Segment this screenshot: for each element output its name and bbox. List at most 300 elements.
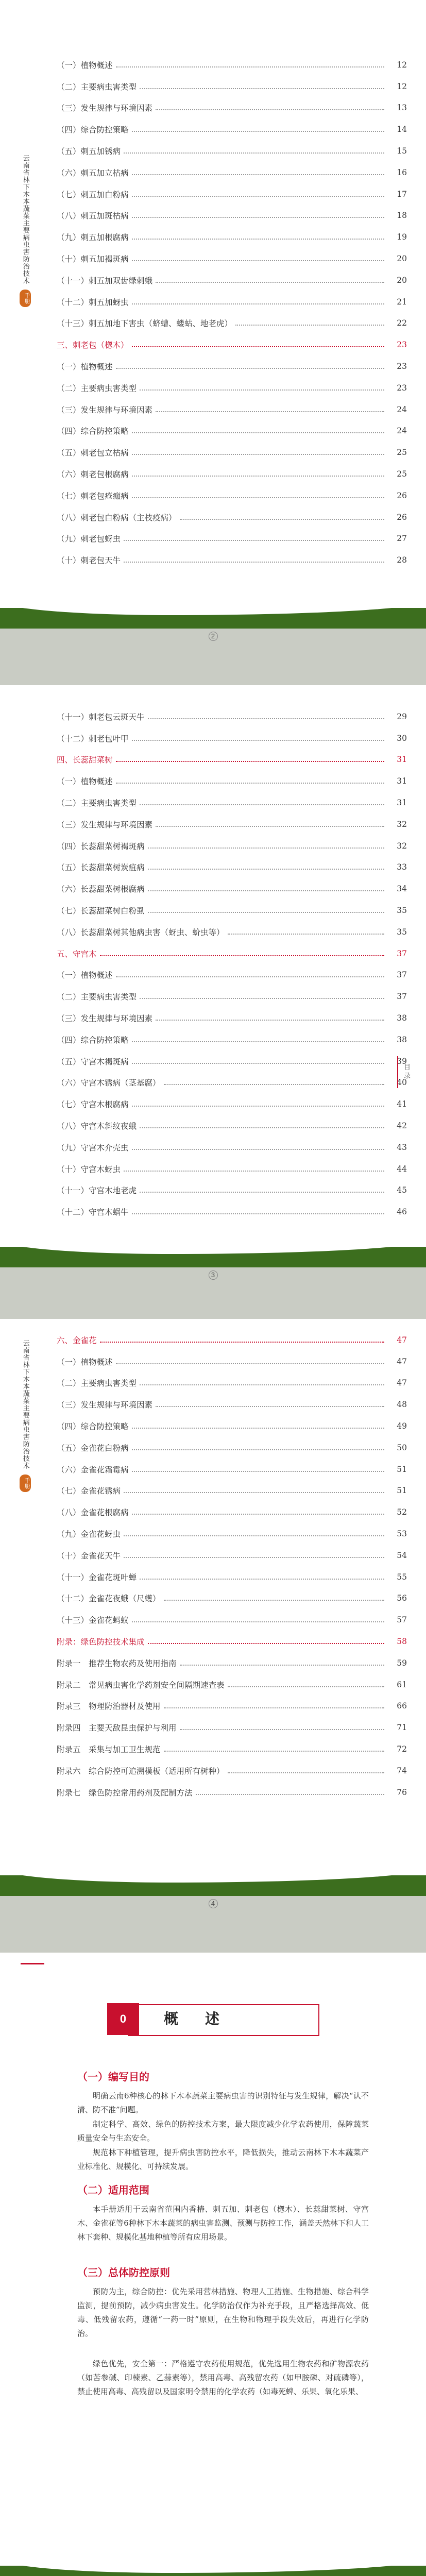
toc-leader-dots: [124, 1492, 384, 1493]
toc-entry-page: 34: [397, 884, 407, 894]
toc-entry-title: 附录二 常见病虫害化学药剂安全间隔期速查表: [57, 1680, 225, 1690]
section-heading: （一）编写目的: [77, 2071, 149, 2083]
section-heading: （二）适用范围: [77, 2184, 149, 2196]
toc-entry-page: 31: [397, 776, 407, 786]
toc-entry-page: 61: [397, 1680, 407, 1689]
toc-leader-dots: [132, 740, 384, 741]
right-tab: [397, 1056, 415, 1088]
toc-entry[interactable]: [57, 162, 407, 183]
toc-leader-dots: [156, 411, 384, 412]
toc-entry-page: 14: [397, 125, 407, 134]
toc-entry[interactable]: [57, 1782, 407, 1803]
toc-entry-page: 24: [397, 426, 407, 436]
toc-leader-dots: [132, 239, 384, 240]
toc-entry-title: （七）刺老包疮痂病: [57, 491, 129, 501]
toc-entry-page: 47: [397, 1335, 407, 1345]
toc-entry[interactable]: [57, 1631, 407, 1652]
toc-leader-dots: [140, 1192, 384, 1193]
toc-entry-title: （八）刺老包白粉病（主枝疫病）: [57, 513, 177, 522]
toc-entry[interactable]: [57, 269, 407, 291]
toc-entry[interactable]: [57, 54, 407, 76]
toc-entry-page: 16: [397, 167, 407, 177]
toc-entry-title: 五、守宫木: [57, 949, 97, 959]
toc-entry[interactable]: [57, 1588, 407, 1609]
toc-entry[interactable]: [57, 1760, 407, 1782]
toc-leader-dots: [132, 1449, 384, 1450]
toc-entry-title: （二）主要病虫害类型: [57, 383, 137, 393]
toc-entry-title: （一）植物概述: [57, 60, 113, 70]
toc-entry-page: 26: [397, 512, 407, 522]
toc-entry-page: 35: [397, 906, 407, 916]
toc-entry-title: （六）金雀花霜霉病: [57, 1465, 129, 1475]
toc-entry-page: 24: [397, 404, 407, 414]
toc-list-3: [57, 1329, 407, 1803]
toc-entry-title: 附录一 推荐生物农药及使用指南: [57, 1658, 177, 1668]
toc-entry-title: （三）发生规律与环境因素: [57, 104, 153, 113]
toc-entry-page: 12: [397, 81, 407, 91]
toc-entry-page: 23: [397, 340, 407, 350]
toc-leader-dots: [228, 934, 384, 935]
toc-entry-page: 71: [397, 1723, 407, 1733]
toc-entry-page: 72: [397, 1744, 407, 1754]
toc-leader-dots: [116, 761, 384, 762]
toc-entry-title: （七）金雀花锈病: [57, 1486, 121, 1496]
toc-page-2: [0, 685, 426, 1247]
toc-entry-page: 49: [397, 1421, 407, 1431]
side-title-text: 云南省林下木本蔬菜主要病虫害防治技术: [21, 155, 29, 284]
toc-leader-dots: [116, 976, 384, 977]
toc-leader-dots: [116, 1363, 384, 1364]
toc-entry-page: 12: [397, 60, 407, 70]
toc-entry[interactable]: [57, 140, 407, 162]
toc-entry-title: （五）刺五加锈病: [57, 147, 121, 157]
toc-leader-dots: [156, 282, 384, 283]
toc-leader-dots: [124, 1557, 384, 1558]
toc-entry-page: 48: [397, 1400, 407, 1410]
toc-leader-dots: [156, 1020, 384, 1021]
toc-entry-title: 附录七 绿色防控常用药剂及配制方法: [57, 1788, 193, 1798]
section-heading: （三）总体防控原则: [77, 2266, 170, 2279]
toc-entry-page: 51: [397, 1486, 407, 1496]
toc-entry-page: 35: [397, 927, 407, 937]
toc-entry[interactable]: [57, 1459, 407, 1480]
toc-entry-title: （四）综合防控策略: [57, 1035, 129, 1045]
toc-entry-title: （三）发生规律与环境因素: [57, 1400, 153, 1410]
toc-entry[interactable]: [57, 1501, 407, 1523]
toc-entry-page: 53: [397, 1529, 407, 1539]
toc-entry[interactable]: [57, 770, 407, 792]
toc-entry-page: 31: [397, 755, 407, 765]
toc-entry[interactable]: [57, 1717, 407, 1738]
page-footer-3: [0, 1875, 426, 1953]
toc-leader-dots: [228, 1686, 384, 1687]
toc-entry-title: （十三）金雀花蚂蚁: [57, 1616, 129, 1625]
toc-entry-page: 42: [397, 1121, 407, 1131]
toc-entry-title: （八）长蕊甜菜树其他病虫害（蚜虫、蚧虫等）: [57, 927, 225, 937]
toc-entry[interactable]: [57, 1158, 407, 1180]
toc-entry[interactable]: [57, 183, 407, 205]
toc-entry-page: 21: [397, 297, 407, 307]
toc-entry-title: （一）植物概述: [57, 1357, 113, 1367]
toc-entry[interactable]: [57, 964, 407, 986]
toc-leader-dots: [132, 131, 384, 132]
toc-leader-dots: [132, 1514, 384, 1515]
toc-entry[interactable]: [57, 97, 407, 119]
toc-entry-title: （二）主要病虫害类型: [57, 799, 137, 808]
toc-entry-title: （十）刺老包天牛: [57, 556, 121, 566]
toc-entry-page: 66: [397, 1701, 407, 1711]
page-footer-1: [0, 608, 426, 685]
toc-leader-dots: [235, 325, 384, 326]
toc-leader-dots: [164, 1707, 384, 1708]
toc-entry-page: 52: [397, 1507, 407, 1517]
toc-leader-dots: [124, 152, 384, 154]
toc-entry-title: （十）刺五加褐斑病: [57, 255, 129, 264]
toc-entry[interactable]: [57, 835, 407, 857]
toc-leader-dots: [132, 303, 384, 304]
toc-leader-dots: [132, 432, 384, 433]
toc-entry-page: 57: [397, 1615, 407, 1625]
toc-entry[interactable]: [57, 291, 407, 313]
toc-entry[interactable]: [57, 399, 407, 420]
toc-leader-dots: [132, 217, 384, 218]
toc-entry-page: 45: [397, 1185, 407, 1195]
toc-entry[interactable]: [57, 1093, 407, 1115]
toc-entry-page: 59: [397, 1658, 407, 1668]
toc-entry[interactable]: [57, 226, 407, 248]
toc-entry[interactable]: [57, 1674, 407, 1696]
side-title: [7, 1340, 43, 1492]
toc-entry[interactable]: [57, 986, 407, 1007]
toc-entry-title: （九）刺五加根腐病: [57, 233, 129, 243]
toc-leader-dots: [132, 476, 384, 477]
toc-entry-page: 31: [397, 798, 407, 808]
toc-page-3: [0, 1319, 426, 1875]
toc-entry-page: 50: [397, 1443, 407, 1452]
toc-entry-page: 32: [397, 841, 407, 851]
toc-entry[interactable]: [57, 1437, 407, 1459]
footer-band: [0, 1247, 426, 1267]
toc-entry-page: 37: [397, 948, 407, 958]
toc-entry[interactable]: [57, 313, 407, 334]
toc-entry[interactable]: [57, 1609, 407, 1631]
toc-entry[interactable]: [57, 334, 407, 355]
toc-entry[interactable]: [57, 900, 407, 921]
toc-entry-page: 20: [397, 254, 407, 264]
toc-entry[interactable]: [57, 549, 407, 571]
toc-leader-dots: [116, 66, 384, 67]
side-title: [7, 155, 43, 307]
toc-leader-dots: [132, 1063, 384, 1064]
toc-entry-page: 37: [397, 970, 407, 980]
toc-entry[interactable]: [57, 1523, 407, 1545]
toc-leader-dots: [132, 1621, 384, 1622]
toc-entry-page: 51: [397, 1464, 407, 1474]
toc-leader-dots: [156, 826, 384, 827]
toc-entry-page: 40: [397, 1078, 407, 1088]
toc-leader-dots: [140, 1384, 384, 1385]
toc-entry[interactable]: [57, 1115, 407, 1137]
toc-leader-dots: [132, 1041, 384, 1042]
toc-entry[interactable]: [57, 706, 407, 727]
toc-entry-page: 38: [397, 1013, 407, 1023]
toc-entry-title: （二）主要病虫害类型: [57, 1379, 137, 1388]
toc-entry-page: 26: [397, 490, 407, 500]
paragraph: 绿色优先，安全第一：严格遵守农药使用规范，优先选用生物农药和矿物源农药（如苦参碱、印楝素、乙蒜素等），禁用高毒、高残留农药（如甲胺磷、对硫磷等），禁止使用高毒、高残留以及国家明令禁用的化学农药（如毒死蜱、乐果、氧化乐果、: [77, 2359, 369, 2396]
toc-entry[interactable]: [57, 1201, 407, 1223]
paragraph: 明确云南6种核心的林下木本蔬菜主要病虫害的识别特征与发生规律，解决“认不清、防不准”问题。: [77, 2091, 369, 2114]
toc-entry-page: 38: [397, 1035, 407, 1044]
toc-entry-title: （三）发生规律与环境因素: [57, 405, 153, 415]
toc-leader-dots: [164, 1600, 384, 1601]
toc-leader-dots: [132, 196, 384, 197]
toc-entry-page: 32: [397, 819, 407, 829]
toc-entry-title: （五）刺老包立枯病: [57, 448, 129, 458]
toc-leader-dots: [228, 1772, 384, 1773]
toc-entry-title: （十二）守宫木蜗牛: [57, 1208, 129, 1217]
overview-page-1: [0, 1953, 426, 2566]
page-footer-4: [0, 2566, 426, 2576]
page-number: 4: [209, 1899, 218, 1908]
toc-entry[interactable]: [57, 76, 407, 97]
toc-entry-title: （九）刺老包蚜虫: [57, 534, 121, 544]
toc-leader-dots: [140, 88, 384, 89]
toc-entry[interactable]: [57, 1029, 407, 1050]
toc-leader-dots: [148, 869, 384, 870]
paragraph: 本手册适用于云南省范围内香椿、刺五加、刺老包（楤木）、长蕊甜菜树、守宫木、金雀花等6种林下木本蔬菜的病虫害监测、预测与防控工作，涵盖天然林下和人工林下套种、规模化基地种植等所有应用场景。: [77, 2205, 369, 2242]
toc-leader-dots: [132, 174, 384, 175]
chapter-header: [107, 2004, 319, 2034]
toc-entry-title: （九）金雀花蚜虫: [57, 1530, 121, 1539]
toc-entry-title: （六）长蕊甜菜树根腐病: [57, 885, 145, 894]
footer-band: [0, 608, 426, 629]
toc-leader-dots: [196, 1794, 384, 1795]
toc-entry-title: 附录：绿色防控技术集成: [57, 1637, 145, 1647]
toc-entry-page: 27: [397, 534, 407, 544]
toc-entry-title: （八）刺五加斑枯病: [57, 211, 129, 221]
toc-leader-dots: [140, 804, 384, 805]
toc-entry-title: （十一）守宫木地老虎: [57, 1186, 137, 1196]
toc-leader-dots: [140, 998, 384, 999]
toc-entry-title: （四）综合防控策略: [57, 1422, 129, 1432]
toc-leader-dots: [100, 1342, 384, 1343]
toc-leader-dots: [140, 1579, 384, 1580]
toc-leader-dots: [148, 848, 384, 849]
toc-leader-dots: [140, 1127, 384, 1128]
toc-entry-page: 25: [397, 448, 407, 457]
toc-entry[interactable]: [57, 1545, 407, 1566]
toc-entry[interactable]: [57, 442, 407, 463]
page-number: 3: [209, 1270, 218, 1280]
toc-entry-title: （十二）刺老包叶甲: [57, 734, 129, 743]
toc-entry-title: 附录六 综合防控可追溯模板（适用所有树种）: [57, 1766, 225, 1776]
toc-entry-page: 47: [397, 1378, 407, 1388]
toc-leader-dots: [180, 519, 384, 520]
toc-entry[interactable]: [57, 1480, 407, 1502]
toc-entry-title: （一）植物概述: [57, 362, 113, 372]
toc-list-1: [57, 54, 407, 571]
toc-entry-title: （十）金雀花天牛: [57, 1551, 121, 1561]
toc-entry[interactable]: [57, 377, 407, 399]
toc-entry-page: 20: [397, 275, 407, 285]
toc-entry-page: 30: [397, 733, 407, 743]
toc-leader-dots: [148, 912, 384, 913]
toc-entry-page: 76: [397, 1787, 407, 1797]
toc-leader-dots: [116, 783, 384, 784]
toc-entry[interactable]: [57, 857, 407, 878]
toc-leader-dots: [132, 346, 384, 347]
toc-leader-dots: [132, 1106, 384, 1107]
toc-entry-title: （八）金雀花根腐病: [57, 1508, 129, 1518]
toc-entry[interactable]: [57, 727, 407, 749]
toc-entry-title: （七）长蕊甜菜树白粉虱: [57, 906, 145, 916]
toc-leader-dots: [132, 497, 384, 498]
toc-leader-dots: [132, 454, 384, 455]
toc-leader-dots: [124, 562, 384, 563]
toc-leader-dots: [140, 389, 384, 391]
toc-leader-dots: [132, 1213, 384, 1214]
toc-entry[interactable]: [57, 1351, 407, 1372]
toc-entry[interactable]: [57, 248, 407, 269]
toc-entry-title: （五）长蕊甜菜树炭疽病: [57, 863, 145, 873]
toc-entry[interactable]: [57, 1072, 407, 1094]
toc-leader-dots: [132, 1471, 384, 1472]
toc-entry-title: （三）发生规律与环境因素: [57, 820, 153, 829]
toc-list-2: [57, 706, 407, 1223]
footer-band: [0, 2566, 426, 2576]
toc-entry-page: 74: [397, 1766, 407, 1775]
toc-entry[interactable]: [57, 463, 407, 485]
toc-entry-title: （十三）刺五加地下害虫（蛴螬、蝼蛄、地老虎）: [57, 319, 233, 329]
toc-entry[interactable]: [57, 1329, 407, 1351]
toc-leader-dots: [116, 368, 384, 369]
toc-entry[interactable]: [57, 528, 407, 550]
toc-entry-title: （十二）金雀花夜蛾（尺蠖）: [57, 1594, 161, 1604]
toc-entry-page: 46: [397, 1207, 407, 1217]
toc-entry-page: 19: [397, 232, 407, 242]
toc-page-1: [0, 0, 426, 608]
toc-leader-dots: [148, 718, 384, 719]
toc-entry-title: 三、刺老包（楤木）: [57, 341, 129, 350]
page-number: 2: [209, 632, 218, 641]
toc-entry-page: 56: [397, 1594, 407, 1603]
toc-entry-page: 43: [397, 1142, 407, 1152]
toc-entry-page: 23: [397, 383, 407, 393]
toc-entry-page: 25: [397, 469, 407, 479]
toc-leader-dots: [156, 1406, 384, 1407]
paragraph: 制定科学、高效、绿色的防控技术方案，最大限度减少化学农药使用，保障蔬菜质量安全与生态安全。: [77, 2120, 369, 2143]
toc-entry-page: 23: [397, 362, 407, 371]
side-badge: 手册: [20, 290, 31, 307]
toc-entry[interactable]: [57, 1137, 407, 1158]
toc-entry[interactable]: [57, 355, 407, 377]
toc-leader-dots: [164, 1751, 384, 1752]
toc-entry[interactable]: [57, 749, 407, 771]
toc-entry-page: 28: [397, 555, 407, 565]
toc-entry[interactable]: [57, 1372, 407, 1394]
toc-entry[interactable]: [57, 1738, 407, 1760]
toc-entry-title: （五）金雀花白粉病: [57, 1443, 129, 1453]
toc-entry[interactable]: [57, 792, 407, 814]
toc-entry-page: 37: [397, 992, 407, 1002]
toc-entry-page: 29: [397, 711, 407, 721]
toc-entry[interactable]: [57, 1394, 407, 1415]
toc-entry[interactable]: [57, 1180, 407, 1201]
toc-leader-dots: [148, 1643, 384, 1644]
toc-entry[interactable]: [57, 878, 407, 900]
toc-entry[interactable]: [57, 1050, 407, 1072]
toc-entry-title: （四）综合防控策略: [57, 427, 129, 436]
toc-entry-title: （二）主要病虫害类型: [57, 992, 137, 1002]
toc-entry[interactable]: [57, 1566, 407, 1588]
paragraph: 规范林下种植管理，提升病虫害防控水平，降低损失，推动云南林下木本蔬菜产业标准化、规模化、可持续发展。: [77, 2148, 369, 2171]
toc-entry[interactable]: [57, 943, 407, 964]
toc-leader-dots: [132, 1428, 384, 1429]
toc-entry-page: 18: [397, 211, 407, 221]
toc-leader-dots: [180, 1729, 384, 1730]
toc-entry-title: 附录五 采集与加工卫生规范: [57, 1745, 161, 1755]
toc-leader-dots: [164, 1084, 384, 1085]
page-footer-2: [0, 1247, 426, 1319]
toc-entry-title: （五）守宫木褐斑病: [57, 1057, 129, 1066]
toc-entry-title: （四）综合防控策略: [57, 125, 129, 135]
toc-entry[interactable]: [57, 1652, 407, 1674]
toc-entry-title: （七）守宫木根腐病: [57, 1100, 129, 1110]
toc-entry[interactable]: [57, 1415, 407, 1437]
toc-entry-title: （十一）刺五加双齿绿刺蛾: [57, 276, 153, 285]
toc-entry-page: 54: [397, 1550, 407, 1560]
toc-leader-dots: [180, 1665, 384, 1666]
toc-entry-page: 17: [397, 189, 407, 199]
side-badge: 手册: [20, 1475, 31, 1492]
toc-entry-page: 22: [397, 318, 407, 328]
toc-entry-page: 39: [397, 1056, 407, 1066]
toc-leader-dots: [124, 1171, 384, 1172]
chapter-number: 0: [107, 2003, 139, 2035]
toc-entry[interactable]: [57, 1007, 407, 1029]
toc-entry[interactable]: [57, 1696, 407, 1717]
toc-entry-title: （九）守宫木介壳虫: [57, 1143, 129, 1153]
toc-entry-title: （十一）刺老包云斑天牛: [57, 712, 145, 722]
toc-entry-title: （六）守宫木锈病（茎基腐）: [57, 1078, 161, 1088]
toc-entry-title: （十）守宫木蚜虫: [57, 1164, 121, 1174]
toc-entry[interactable]: [57, 205, 407, 227]
toc-leader-dots: [124, 1535, 384, 1536]
toc-entry-title: （一）植物概述: [57, 777, 113, 787]
toc-entry[interactable]: [57, 506, 407, 528]
toc-entry-title: （七）刺五加白粉病: [57, 190, 129, 199]
toc-entry[interactable]: [57, 921, 407, 943]
toc-entry-page: 33: [397, 862, 407, 872]
toc-entry-page: 58: [397, 1637, 407, 1647]
toc-leader-dots: [124, 540, 384, 541]
toc-leader-dots: [132, 260, 384, 261]
toc-entry-page: 13: [397, 103, 407, 113]
toc-entry-page: 47: [397, 1357, 407, 1366]
toc-entry-page: 41: [397, 1099, 407, 1109]
toc-entry-title: 四、长蕊甜菜树: [57, 755, 113, 765]
toc-entry-title: （六）刺老包根腐病: [57, 470, 129, 480]
footer-band: [0, 1875, 426, 1896]
toc-entry-title: （十二）刺五加蚜虫: [57, 297, 129, 307]
toc-entry[interactable]: [57, 485, 407, 506]
toc-entry-title: （八）守宫木斜纹夜蛾: [57, 1122, 137, 1131]
toc-entry-title: （三）发生规律与环境因素: [57, 1014, 153, 1024]
toc-leader-dots: [156, 109, 384, 110]
toc-entry[interactable]: [57, 118, 407, 140]
toc-entry[interactable]: [57, 814, 407, 835]
toc-entry[interactable]: [57, 420, 407, 442]
